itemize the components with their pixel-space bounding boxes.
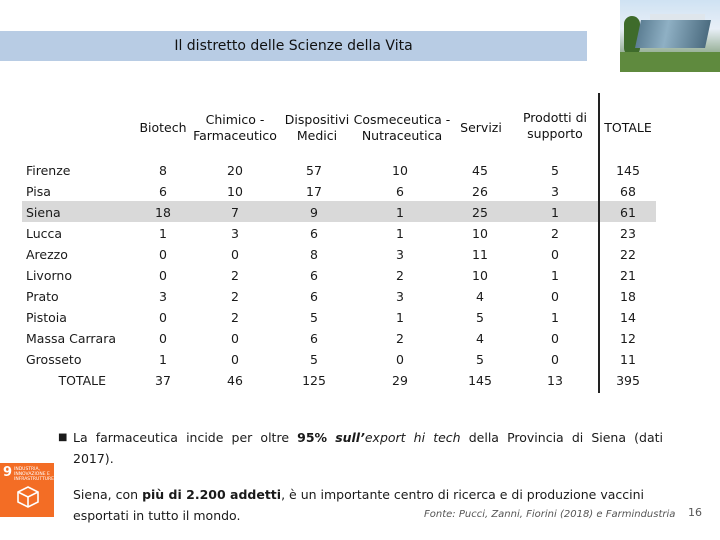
table-cell: 0 <box>159 268 167 283</box>
table-cell: 11 <box>620 352 636 367</box>
source-note: Fonte: Pucci, Zanni, Fiorini (2018) e Farmindustria <box>424 509 676 520</box>
table-cell: 1 <box>159 226 167 241</box>
header-totale: TOTALE <box>604 120 652 135</box>
table-cell: 3 <box>551 184 559 199</box>
table-cell: 3 <box>159 289 167 304</box>
row-label: Siena <box>26 205 61 220</box>
table-cell: 12 <box>620 331 636 346</box>
cube-icon <box>16 485 40 509</box>
table-cell: 2 <box>396 331 404 346</box>
header-servizi: Servizi <box>460 120 502 135</box>
table-cell: 0 <box>551 352 559 367</box>
table-cell: 8 <box>310 247 318 262</box>
table-cell: 22 <box>620 247 636 262</box>
table-cell: 6 <box>310 268 318 283</box>
table-cell: 10 <box>472 226 488 241</box>
table-cell: 3 <box>396 247 404 262</box>
table-cell: 6 <box>310 226 318 241</box>
sdg-9-logo <box>0 463 54 517</box>
table-cell: 23 <box>620 226 636 241</box>
photo-lawn <box>620 52 720 72</box>
building-photo <box>620 0 720 72</box>
row-label: Pistoia <box>26 310 67 325</box>
table-cell: 3 <box>231 226 239 241</box>
table-cell: 2 <box>231 310 239 325</box>
table-cell: 1 <box>551 268 559 283</box>
table-cell: 1 <box>396 226 404 241</box>
table-cell: 9 <box>310 205 318 220</box>
table-cell: 6 <box>159 184 167 199</box>
total-cell: 37 <box>155 373 171 388</box>
table-cell: 18 <box>620 289 636 304</box>
table-cell: 0 <box>159 310 167 325</box>
table-cell: 2 <box>396 268 404 283</box>
table-cell: 0 <box>231 331 239 346</box>
table-cell: 0 <box>396 352 404 367</box>
table-cell: 0 <box>159 247 167 262</box>
siena-paragraph: Siena, con più di 2.200 addetti, è un importante centro di ricerca e di produzione vaccini <box>73 487 645 502</box>
table-cell: 1 <box>551 205 559 220</box>
table-cell: 18 <box>155 205 171 220</box>
row-label: Firenze <box>26 163 71 178</box>
table-cell: 3 <box>396 289 404 304</box>
table-cell: 45 <box>472 163 488 178</box>
slide-title <box>0 31 587 61</box>
table-cell: 10 <box>392 163 408 178</box>
table-cell: 0 <box>231 352 239 367</box>
row-label: Massa Carrara <box>26 331 117 346</box>
slide-title-text: Il distretto delle Scienze della Vita <box>174 38 413 54</box>
table-cell: 11 <box>472 247 488 262</box>
table-cell: 5 <box>551 163 559 178</box>
table-cell: 5 <box>476 352 484 367</box>
table-cell: 0 <box>231 247 239 262</box>
total-cell: 46 <box>227 373 243 388</box>
table-cell: 8 <box>159 163 167 178</box>
table-cell: 4 <box>476 331 484 346</box>
siena-paragraph-line2: esportati in tutto il mondo. <box>73 508 241 523</box>
sdg-number: 9 <box>3 465 13 480</box>
row-label: Pisa <box>26 184 51 199</box>
total-cell: 125 <box>302 373 326 388</box>
total-cell: 29 <box>392 373 408 388</box>
row-label: Livorno <box>26 268 72 283</box>
table-cell: 0 <box>551 331 559 346</box>
row-label: Grosseto <box>26 352 82 367</box>
header-prodotti: Prodotti di supporto <box>522 110 588 141</box>
table-cell: 10 <box>472 268 488 283</box>
row-label: Prato <box>26 289 59 304</box>
total-cell: 395 <box>616 373 640 388</box>
table-cell: 1 <box>396 310 404 325</box>
table-cell: 7 <box>231 205 239 220</box>
table-cell: 0 <box>159 331 167 346</box>
table-cell: 6 <box>396 184 404 199</box>
table-cell: 2 <box>551 226 559 241</box>
bullet-marker: ■ <box>58 432 68 443</box>
bullet-text: La farmaceutica incide per oltre 95% sull’export hi tech della Provincia di Siena (dati <box>73 430 663 445</box>
table-cell: 10 <box>227 184 243 199</box>
table-cell: 2 <box>231 289 239 304</box>
row-label: Arezzo <box>26 247 68 262</box>
table-cell: 5 <box>310 352 318 367</box>
table-cell: 14 <box>620 310 636 325</box>
bullet-text-line2: 2017). <box>73 451 114 466</box>
table-cell: 4 <box>476 289 484 304</box>
row-label: Lucca <box>26 226 63 241</box>
header-chimico: Chimico - Farmaceutico <box>193 112 277 143</box>
table-cell: 25 <box>472 205 488 220</box>
table-cell: 6 <box>310 331 318 346</box>
table-cell: 68 <box>620 184 636 199</box>
total-row-label: TOTALE <box>58 373 106 388</box>
table-cell: 145 <box>616 163 640 178</box>
table-cell: 2 <box>231 268 239 283</box>
table-cell: 0 <box>551 289 559 304</box>
photo-building <box>635 20 711 48</box>
table-cell: 6 <box>310 289 318 304</box>
total-cell: 13 <box>547 373 563 388</box>
page-number: 16 <box>688 506 702 519</box>
header-biotech: Biotech <box>139 120 187 135</box>
table-cell: 17 <box>306 184 322 199</box>
table-cell: 20 <box>227 163 243 178</box>
table-cell: 1 <box>159 352 167 367</box>
sdg-label: INDUSTRIA, INNOVAZIONE E INFRASTRUTTURE <box>14 467 55 482</box>
total-cell: 145 <box>468 373 492 388</box>
table-cell: 21 <box>620 268 636 283</box>
table-cell: 5 <box>310 310 318 325</box>
table-cell: 0 <box>551 247 559 262</box>
table-cell: 5 <box>476 310 484 325</box>
table-cell: 26 <box>472 184 488 199</box>
table-cell: 1 <box>396 205 404 220</box>
table-cell: 61 <box>620 205 636 220</box>
header-cosmeceutica: Cosmeceutica - Nutraceutica <box>353 112 451 143</box>
table-cell: 57 <box>306 163 322 178</box>
table-cell: 1 <box>551 310 559 325</box>
header-dispositivi: Dispositivi Medici <box>284 112 350 143</box>
